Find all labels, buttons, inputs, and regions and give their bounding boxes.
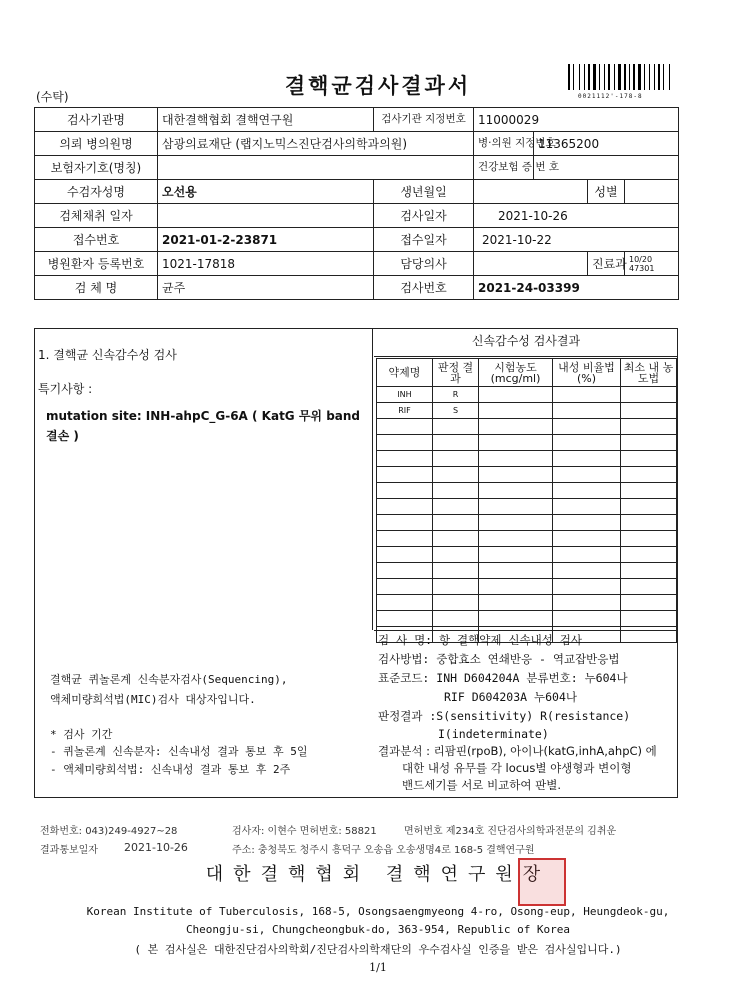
- period-1: - 퀴놀론계 신속분자: 신속내성 결과 통보 후 5일: [50, 745, 308, 758]
- barcode-bar: [599, 64, 600, 90]
- col-conc: 시험농도 (mcg/ml): [479, 359, 553, 387]
- results-row: [377, 563, 677, 579]
- copy-label: (수탁): [36, 90, 69, 104]
- barcode-bar: [571, 64, 572, 90]
- empty-cell: [479, 515, 553, 531]
- barcode-bar: [665, 64, 668, 90]
- doctor-label: 담당의사: [374, 252, 474, 276]
- empty-cell: [377, 451, 433, 467]
- certification: ( 본 검사실은 대한진단검사의학회/진단검사의학재단의 우수검사실 인증을 받은 검사실입니다.): [134, 943, 622, 956]
- empty-cell: [553, 403, 621, 419]
- empty-cell: [621, 483, 677, 499]
- empty-cell: [479, 387, 553, 403]
- insurance-no-label: 건강보험 증 번 호: [474, 156, 534, 180]
- drug-cell: INH: [377, 387, 433, 403]
- footer-phone: 전화번호: 043)249-4927~28: [40, 826, 178, 837]
- barcode-bar: [624, 64, 626, 90]
- receipt-date-label: 접수일자: [374, 228, 474, 252]
- empty-cell: [553, 563, 621, 579]
- empty-cell: [433, 547, 479, 563]
- barcode-bar: [638, 64, 641, 90]
- empty-cell: [553, 451, 621, 467]
- empty-cell: [553, 435, 621, 451]
- method-analysis-1: 결과분석 : 리팜핀(rpoB), 아이나(katG,inhA,ahpC) 에: [378, 744, 657, 758]
- empty-cell: [377, 483, 433, 499]
- dept-label: 진료과: [588, 252, 625, 276]
- empty-cell: [479, 483, 553, 499]
- barcode-bar: [649, 64, 650, 90]
- barcode-bar: [629, 64, 630, 90]
- agency-label: 검사기관명: [35, 108, 158, 132]
- empty-cell: [553, 467, 621, 483]
- empty-cell: [433, 611, 479, 627]
- hospital-label: 의뢰 병의원명: [35, 132, 158, 156]
- empty-cell: [377, 595, 433, 611]
- empty-cell: [479, 611, 553, 627]
- empty-cell: [621, 515, 677, 531]
- agency-code-value: 11000029: [474, 108, 679, 132]
- document-title: 결핵균검사결과서: [284, 74, 472, 98]
- specimen-label: 검 체 명: [35, 276, 158, 300]
- empty-cell: [433, 515, 479, 531]
- barcode-bar: [581, 64, 583, 90]
- empty-cell: [479, 403, 553, 419]
- empty-cell: [433, 483, 479, 499]
- results-row: [377, 451, 677, 467]
- barcode-bar: [606, 64, 607, 90]
- empty-cell: [621, 499, 677, 515]
- col-drug: 약제명: [377, 359, 433, 387]
- empty-cell: [433, 419, 479, 435]
- results-row: [377, 547, 677, 563]
- barcode-bar: [588, 64, 590, 90]
- method-judge-1: 판정결과 :S(sensitivity) R(resistance): [378, 709, 631, 723]
- barcode-bar: [656, 64, 657, 90]
- empty-cell: [433, 499, 479, 515]
- barcode-bar: [633, 64, 635, 90]
- empty-cell: [433, 451, 479, 467]
- empty-cell: [433, 435, 479, 451]
- patient-value: 오선용: [158, 180, 374, 204]
- empty-cell: [553, 531, 621, 547]
- empty-cell: [377, 611, 433, 627]
- empty-cell: [479, 451, 553, 467]
- empty-cell: [621, 563, 677, 579]
- barcode-bar: [654, 64, 655, 90]
- empty-cell: [433, 531, 479, 547]
- report-date-value: 2021-10-26: [124, 841, 188, 854]
- empty-cell: [553, 419, 621, 435]
- institute-en-2: Cheongju-si, Chungcheongbuk-do, 363-954, Republic of Korea: [185, 923, 571, 936]
- barcode: [568, 64, 678, 90]
- barcode-bar: [663, 64, 664, 90]
- empty-cell: [621, 403, 677, 419]
- specimen-value: 균주: [158, 276, 374, 300]
- hospital-code-label: 병·의원 지정번호: [474, 132, 534, 156]
- empty-cell: [479, 499, 553, 515]
- results-row: [377, 387, 677, 403]
- barcode-bar: [616, 64, 617, 90]
- results-row: [377, 419, 677, 435]
- test-date-value: 2021-10-26: [474, 204, 679, 228]
- barcode-bar: [651, 64, 653, 90]
- barcode-number: 0021112'-178-8: [578, 93, 643, 100]
- barcode-bar: [646, 64, 648, 90]
- empty-cell: [621, 387, 677, 403]
- hospital-value: 삼광의료재단 (랩지노믹스진단검사의학과의원): [158, 132, 474, 156]
- receipt-date-value: 2021-10-22: [474, 228, 679, 252]
- collect-value: [158, 204, 374, 228]
- results-table: [376, 358, 677, 643]
- page-number: 1/1: [369, 961, 387, 974]
- empty-cell: [553, 483, 621, 499]
- drug-cell: RIF: [377, 403, 433, 419]
- method-test-method: 검사방법: 중합효소 연쇄반응 - 역교잡반응법: [378, 652, 620, 666]
- address-ko: 주소: 충청북도 청주시 흥덕구 오송읍 오송생명4로 168-5 결핵연구원: [232, 845, 535, 856]
- test-no-value: 2021-24-03399: [474, 276, 679, 300]
- barcode-bar: [575, 64, 578, 90]
- barcode-bar: [611, 64, 613, 90]
- empty-cell: [433, 595, 479, 611]
- barcode-bar: [636, 64, 637, 90]
- divider: [372, 328, 373, 630]
- dept-value: 10/20 47301: [625, 252, 679, 276]
- empty-cell: [377, 563, 433, 579]
- empty-cell: [621, 595, 677, 611]
- empty-cell: [377, 547, 433, 563]
- empty-cell: [621, 451, 677, 467]
- barcode-bar: [622, 64, 623, 90]
- section-title: 1. 결핵균 신속감수성 검사: [38, 348, 177, 362]
- empty-cell: [621, 611, 677, 627]
- test-date-label: 검사일자: [374, 204, 474, 228]
- empty-cell: [621, 547, 677, 563]
- patient-label: 수검자성명: [35, 180, 158, 204]
- empty-cell: [479, 467, 553, 483]
- results-title: 신속감수성 검사결과: [374, 328, 678, 357]
- institute-en-1: Korean Institute of Tuberculosis, 168-5, Osongsaengmyeong 4-ro, Osong-eup, Heungdeok-gu,: [86, 905, 670, 918]
- empty-cell: [377, 579, 433, 595]
- method-judge-2: I(indeterminate): [438, 727, 549, 741]
- col-mic: 최소 내 농도법: [621, 359, 677, 387]
- collect-label: 검체채취 일자: [35, 204, 158, 228]
- empty-cell: [479, 547, 553, 563]
- test-no-label: 검사번호: [374, 276, 474, 300]
- results-row: [377, 483, 677, 499]
- empty-cell: [479, 419, 553, 435]
- empty-cell: [479, 435, 553, 451]
- receipt-no-value: 2021-01-2-23871: [158, 228, 374, 252]
- note-2: 액체미량희석법(MIC)검사 대상자입니다.: [50, 693, 256, 706]
- results-row: [377, 611, 677, 627]
- barcode-bar: [597, 64, 598, 90]
- insurance-label: 보험자기호(명칭): [35, 156, 158, 180]
- empty-cell: [377, 467, 433, 483]
- empty-cell: [433, 467, 479, 483]
- agency-code-label: 검사기관 지정번호: [374, 108, 474, 132]
- results-row: [377, 435, 677, 451]
- empty-cell: [621, 531, 677, 547]
- empty-cell: [377, 531, 433, 547]
- method-test-name: 검 사 명: 항 결핵약제 신속내성 검사: [378, 633, 582, 647]
- barcode-bar: [586, 64, 587, 90]
- birth-value: [474, 180, 588, 204]
- barcode-bar: [669, 64, 670, 90]
- period-2: - 액체미량희석법: 신속내성 결과 통보 후 2주: [50, 763, 291, 776]
- note-1: 결핵균 퀴놀론계 신속분자검사(Sequencing),: [50, 673, 288, 686]
- footer-tester: 검사자: 이현수 면허번호: 58821: [232, 826, 377, 837]
- empty-cell: [553, 579, 621, 595]
- empty-cell: [433, 579, 479, 595]
- hospital-code-value: 11365200: [534, 132, 679, 156]
- method-std-code-2: RIF D604203A 누604나: [444, 690, 577, 704]
- empty-cell: [377, 435, 433, 451]
- barcode-bar: [631, 64, 632, 90]
- empty-cell: [553, 595, 621, 611]
- official-seal: [518, 858, 566, 906]
- results-row: [377, 531, 677, 547]
- judge-cell: R: [433, 387, 479, 403]
- empty-cell: [621, 579, 677, 595]
- col-judge: 판정 결과: [433, 359, 479, 387]
- empty-cell: [433, 563, 479, 579]
- judge-cell: S: [433, 403, 479, 419]
- barcode-bar: [584, 64, 585, 90]
- receipt-no-label: 접수번호: [35, 228, 158, 252]
- remarks-text-1: mutation site: INH-ahpC_G-6A ( KatG 무위 band: [46, 409, 361, 423]
- empty-cell: [553, 547, 621, 563]
- remarks-text-2: 결손 ): [46, 429, 79, 443]
- barcode-bar: [579, 64, 580, 90]
- barcode-bar: [604, 64, 605, 90]
- barcode-bar: [661, 64, 662, 90]
- empty-cell: [479, 531, 553, 547]
- agency-value: 대한결핵협회 결핵연구원: [158, 108, 374, 132]
- results-row: [377, 595, 677, 611]
- barcode-bar: [601, 64, 603, 90]
- empty-cell: [553, 499, 621, 515]
- barcode-bar: [614, 64, 615, 90]
- method-analysis-3: 밴드세기를 서로 비교하여 판별.: [402, 778, 562, 792]
- empty-cell: [553, 611, 621, 627]
- empty-cell: [479, 595, 553, 611]
- col-ratio: 내성 비율법(%): [553, 359, 621, 387]
- empty-cell: [621, 419, 677, 435]
- remarks-label: 특기사항 :: [38, 382, 93, 396]
- results-row: [377, 499, 677, 515]
- barcode-bar: [593, 64, 596, 90]
- empty-cell: [621, 467, 677, 483]
- report-date-label: 결과통보일자: [40, 845, 98, 856]
- sex-value: [625, 180, 679, 204]
- results-row: [377, 515, 677, 531]
- chart-no-label: 병원환자 등록번호: [35, 252, 158, 276]
- empty-cell: [377, 419, 433, 435]
- empty-cell: [377, 499, 433, 515]
- empty-cell: [479, 579, 553, 595]
- barcode-bar: [573, 64, 574, 90]
- barcode-bar: [658, 64, 660, 90]
- barcode-bar: [644, 64, 645, 90]
- empty-cell: [553, 515, 621, 531]
- sex-label: 성별: [588, 180, 625, 204]
- method-analysis-2: 대한 내성 유무를 각 locus별 야생형과 변이형: [402, 761, 632, 775]
- results-row: [377, 403, 677, 419]
- birth-label: 생년월일: [374, 180, 474, 204]
- footer-license: 면허번호 제234호 진단검사의학과전문의 김취운: [404, 826, 617, 837]
- period-title: * 검사 기간: [50, 728, 113, 741]
- barcode-bar: [591, 64, 592, 90]
- patient-info-table: [34, 107, 679, 300]
- insurance-value: [158, 156, 474, 180]
- barcode-bar: [608, 64, 610, 90]
- empty-cell: [621, 435, 677, 451]
- empty-cell: [377, 515, 433, 531]
- barcode-bar: [642, 64, 643, 90]
- barcode-bar: [568, 64, 570, 90]
- results-row: [377, 467, 677, 483]
- barcode-bar: [618, 64, 621, 90]
- empty-cell: [553, 387, 621, 403]
- method-std-code-1: 표준코드: INH D604204A 분류번호: 누604나: [378, 671, 628, 685]
- results-row: [377, 579, 677, 595]
- chart-no-value: 1021-17818: [158, 252, 374, 276]
- institute-name: 대한결핵협회 결핵연구원장: [205, 864, 551, 885]
- doctor-value: [474, 252, 588, 276]
- empty-cell: [479, 563, 553, 579]
- barcode-bar: [627, 64, 628, 90]
